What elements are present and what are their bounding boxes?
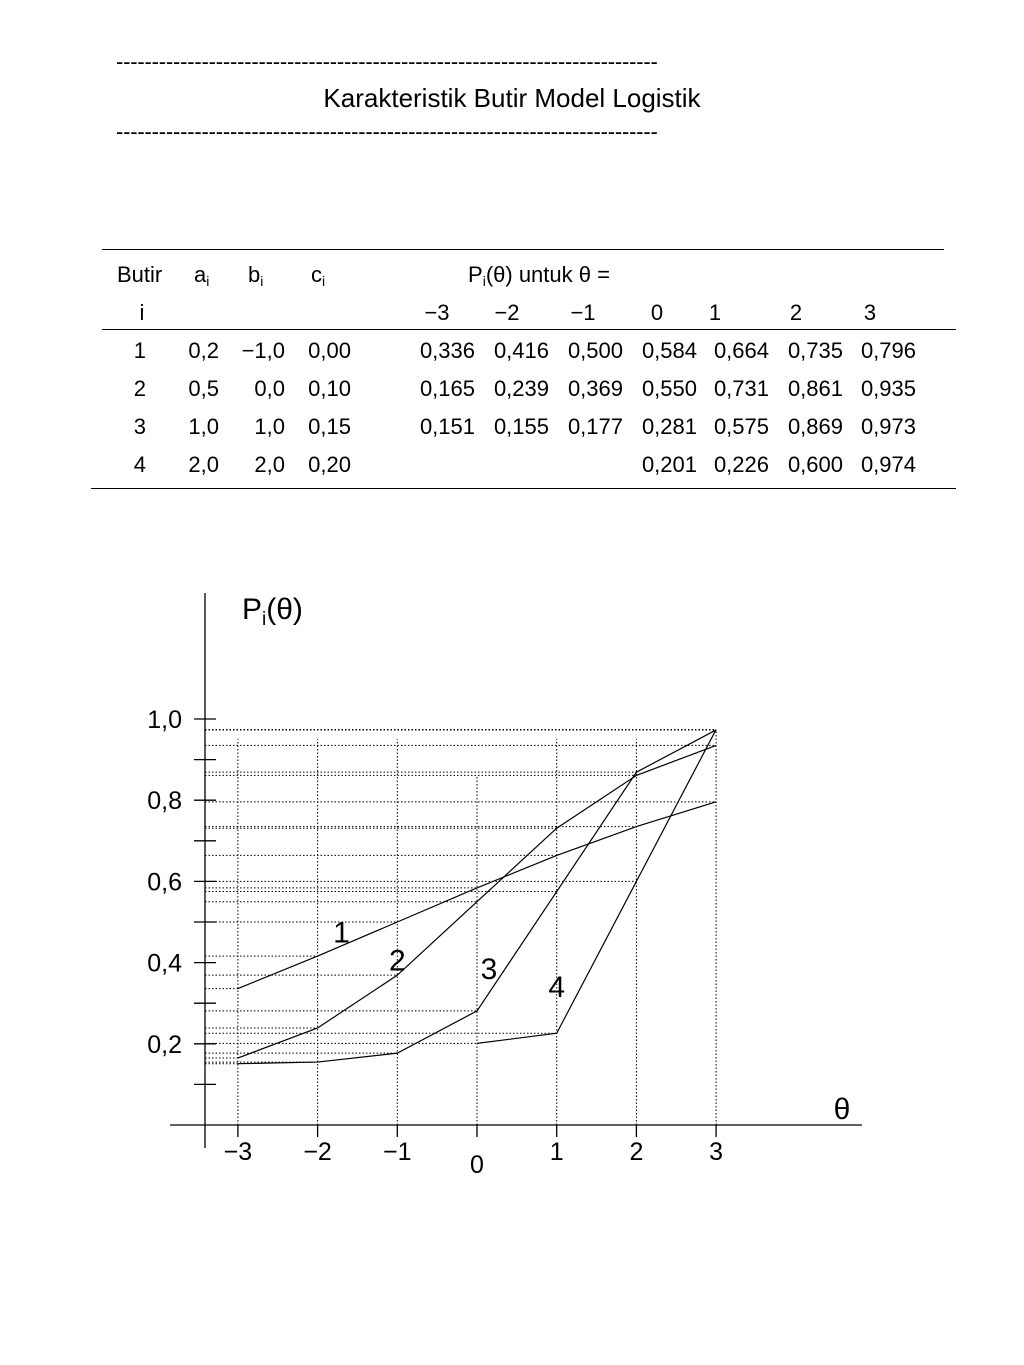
page-title: Karakteristik Butir Model Logistik (323, 83, 701, 113)
x-tick-label: −3 (223, 1138, 253, 1166)
theta-header-3: 0 (650, 300, 664, 325)
theta-header-2: −1 (570, 300, 596, 325)
cell-p: 0,735 (787, 338, 843, 363)
cell-p: 0,584 (641, 338, 697, 363)
header-c: $c_i$ (311, 262, 326, 289)
guide-lines (205, 730, 716, 1125)
theta-header-5: 2 (789, 300, 803, 325)
x-tick-label: 0 (470, 1151, 484, 1179)
cell-a: 0,2 (188, 338, 219, 363)
cell-b: 2,0 (254, 452, 285, 477)
cell-p: 0,796 (860, 338, 916, 363)
cell-i: 1 (133, 338, 146, 363)
series-label: 1 (333, 916, 350, 950)
x-axis-label: θ (833, 1093, 851, 1126)
x-tick-label: 1 (549, 1138, 564, 1166)
cell-c: 0,15 (308, 414, 351, 439)
y-tick-label: 0,4 (147, 949, 182, 978)
cell-p: 0,226 (713, 452, 769, 477)
cell-p: 0,500 (567, 338, 623, 363)
theta-header-1: −2 (494, 300, 520, 325)
y-tick-label: 1,0 (147, 706, 182, 734)
cell-b: 0,0 (254, 376, 285, 401)
cell-c: 0,00 (308, 338, 351, 363)
y-tick-label: 0,2 (147, 1030, 182, 1059)
cell-p: 0,177 (567, 414, 623, 439)
x-tick-label: −1 (383, 1138, 412, 1166)
cell-p: 0,281 (641, 414, 697, 439)
header-a: $a_i$ (194, 262, 210, 289)
cell-p: 0,973 (860, 414, 916, 439)
cell-p: 0,861 (787, 376, 843, 401)
cell-b: 1,0 (254, 414, 285, 439)
table-rule-bottom (91, 488, 956, 489)
x-tick-label: 2 (629, 1138, 644, 1166)
item-characteristic-chart (0, 560, 1024, 1200)
y-tick-label: 0,8 (147, 787, 182, 816)
cell-p: 0,201 (641, 452, 697, 477)
x-tick-label: −2 (303, 1138, 332, 1166)
cell-p: 0,239 (493, 376, 549, 401)
theta-header-4: 1 (708, 300, 722, 325)
cell-i: 4 (133, 452, 146, 477)
series-label: 4 (548, 971, 566, 1005)
theta-header-0: −3 (424, 300, 450, 325)
cell-i: 2 (133, 376, 146, 401)
cell-c: 0,10 (308, 376, 351, 401)
cell-p: 0,731 (713, 376, 769, 401)
cell-a: 2,0 (188, 452, 219, 477)
header-i: i (139, 300, 145, 325)
y-tick-label: 0,6 (147, 868, 182, 897)
cell-p: 0,369 (567, 376, 623, 401)
cell-p: 0,155 (493, 414, 549, 439)
dashed-rule-bottom: ---------------------------------------------------------------------------- (116, 120, 658, 144)
series-line (477, 730, 716, 1044)
cell-p: 0,974 (860, 452, 916, 477)
cell-p: 0,869 (787, 414, 843, 439)
cell-c: 0,20 (308, 452, 351, 477)
header-butir: Butir (117, 262, 163, 287)
table-rule-top (102, 249, 944, 250)
cell-p: 0,416 (493, 338, 549, 363)
cell-b: −1,0 (241, 338, 285, 363)
dashed-rule-top: ---------------------------------------------------------------------------- (116, 50, 658, 74)
cell-p: 0,151 (419, 414, 475, 439)
cell-p: 0,336 (419, 338, 475, 363)
y-axis-label: $P_i(\theta)$ (242, 593, 303, 630)
cell-p: 0,575 (713, 414, 769, 439)
table-rule-header (102, 329, 956, 330)
cell-p: 0,550 (641, 376, 697, 401)
header-p-theta: $P_i(\theta)$ untuk θ = (468, 262, 610, 289)
cell-p: 0,664 (713, 338, 769, 363)
cell-i: 3 (133, 414, 146, 439)
header-b: $b_i$ (248, 262, 264, 289)
cell-a: 1,0 (188, 414, 219, 439)
cell-p: 0,600 (787, 452, 843, 477)
cell-p: 0,935 (860, 376, 916, 401)
x-tick-label: 3 (709, 1138, 724, 1166)
series-label: 3 (480, 952, 498, 986)
series-label: 2 (388, 944, 406, 978)
cell-p: 0,165 (419, 376, 475, 401)
cell-a: 0,5 (188, 376, 219, 401)
theta-header-6: 3 (863, 300, 877, 325)
